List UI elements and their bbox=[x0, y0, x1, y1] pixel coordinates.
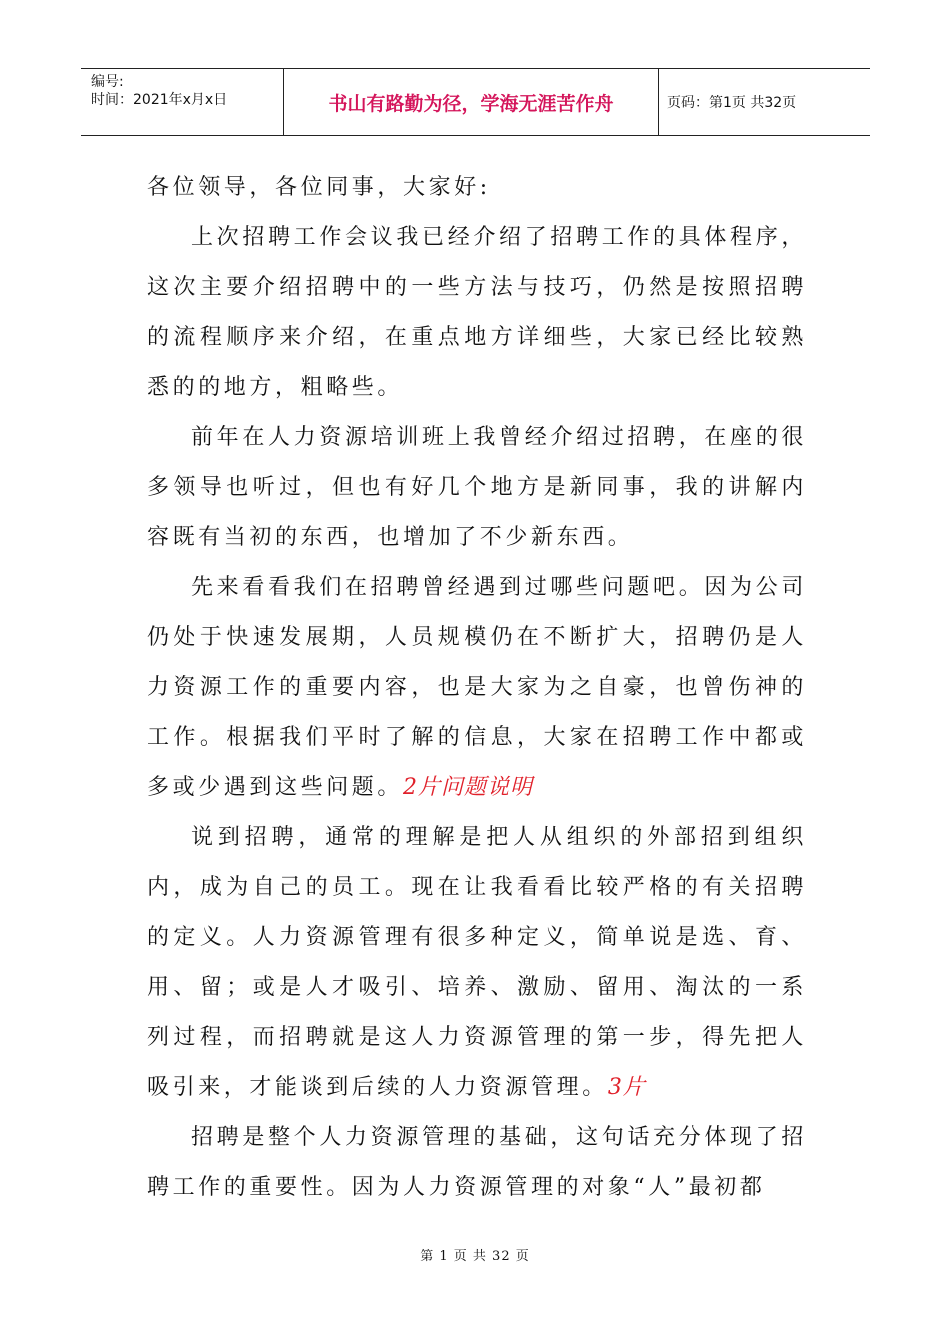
paragraph-3-text: 先来看看我们在招聘曾经遇到过哪些问题吧。因为公司仍处于快速发展期，人员规模仍在不断扩大，招聘仍是人力资源工作的重要内容，也是大家为之自豪，也曾伤神的工作。根据我们平时了解的信息，大家在招聘工作中都或多或少遇到这些问题。 bbox=[147, 575, 807, 800]
document-body bbox=[147, 163, 807, 1213]
paragraph-2: 前年在人力资源培训班上我曾经介绍过招聘，在座的很多领导也听过，但也有好几个地方是新同事，我的讲解内容既有当初的东西，也增加了不少新东西。 bbox=[147, 425, 807, 550]
paragraph-4 bbox=[147, 813, 807, 1113]
time-label: 时间：2021年x月x日 bbox=[91, 92, 228, 108]
slide-note-3: 3片 bbox=[607, 1075, 646, 1100]
paragraph-5: 招聘是整个人力资源管理的基础，这句话充分体现了招聘工作的重要性。因为人力资源管理的对象“人”最初都 bbox=[147, 1125, 807, 1200]
greeting: 各位领导，各位同事，大家好: bbox=[147, 175, 491, 200]
paragraph-4-text: 说到招聘，通常的理解是把人从组织的外部招到组织内，成为自己的员工。现在让我看看比较严格的有关招聘的定义。人力资源管理有很多种定义，简单说是选、育、用、留；或是人才吸引、培养、激励、留用、淘汰的一系列过程，而招聘就是这人力资源管理的第一步，得先把人吸引来，才能谈到后续的人力资源管理。 bbox=[147, 825, 807, 1100]
paragraph-1: 上次招聘工作会议我已经介绍了招聘工作的具体程序，这次主要介绍招聘中的一些方法与技巧，仍然是按照招聘的流程顺序来介绍，在重点地方详细些，大家已经比较熟悉的的地方，粗略些。 bbox=[147, 225, 807, 400]
slide-note-2: 2片问题说明 bbox=[403, 775, 534, 800]
paragraph-3 bbox=[147, 563, 807, 813]
page-footer: 第 1 页 共 32 页 bbox=[420, 1249, 530, 1264]
header-meta-cell bbox=[81, 69, 284, 135]
motto: 书山有路勤为径，学海无涯苦作舟 bbox=[284, 69, 659, 135]
number-label: 编号: bbox=[91, 74, 124, 90]
page-info: 页码：第1页 共32页 bbox=[667, 95, 797, 111]
header-table bbox=[81, 68, 870, 136]
